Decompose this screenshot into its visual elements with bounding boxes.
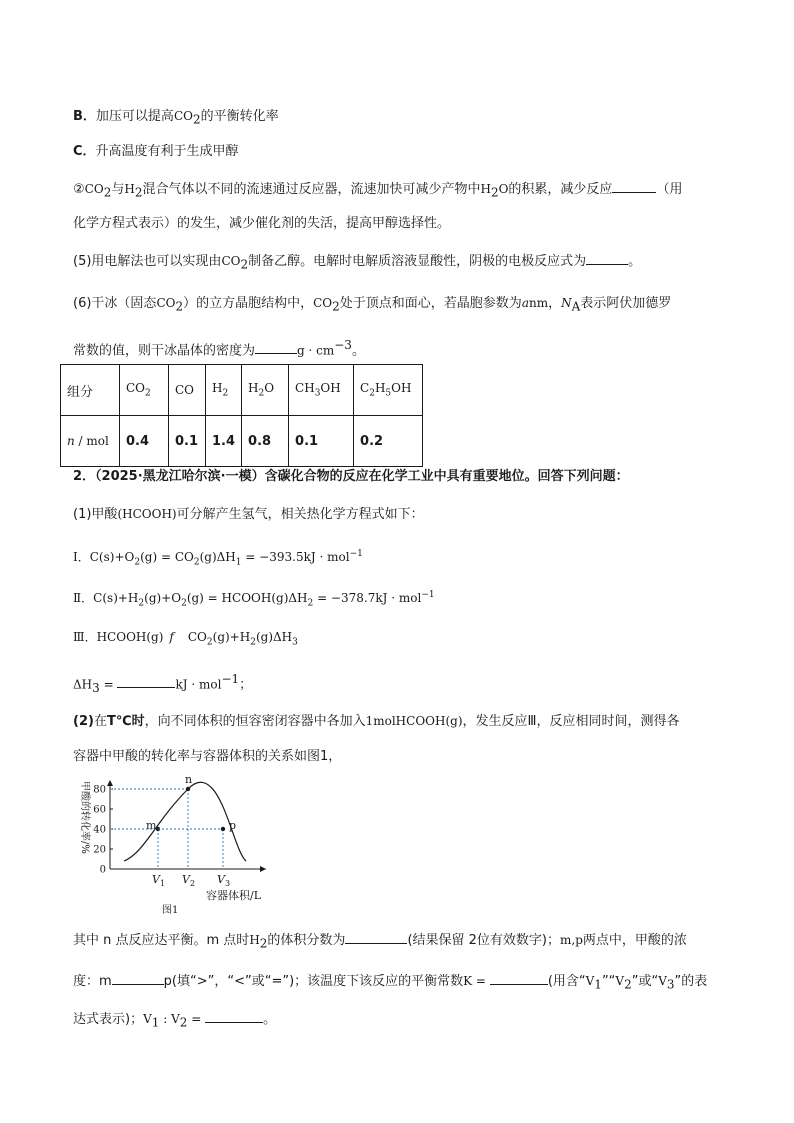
text: 的体积分数为 bbox=[267, 933, 346, 948]
table-header-cell: $H_2$ bbox=[206, 365, 242, 416]
subscript: A bbox=[571, 299, 581, 314]
equation-part: C(s)+O bbox=[89, 550, 135, 564]
chem: 1molHCOOH(g) bbox=[365, 714, 463, 728]
superscript: −1 bbox=[349, 549, 363, 559]
text: 混合气体以不同的流速通过反应器，流速加快可减少产物中 bbox=[142, 182, 481, 197]
chem: CO bbox=[156, 296, 176, 310]
x-tick-label: $V_2$ bbox=[182, 873, 196, 888]
equation-part: ΔH bbox=[73, 677, 93, 692]
equation-number: Ⅱ． bbox=[73, 591, 94, 605]
question-2-2-line1 bbox=[73, 712, 679, 731]
superscript: −1 bbox=[421, 590, 435, 600]
chem: CO bbox=[84, 182, 104, 196]
answer-blank[interactable] bbox=[586, 252, 628, 265]
y-axis-label: 甲酸的转化率/% bbox=[79, 781, 90, 854]
equation-part: (g)+O bbox=[144, 591, 182, 605]
table-row-label: n / mol bbox=[61, 416, 120, 467]
option-c bbox=[73, 143, 239, 161]
x-tick-label: $V_1$ bbox=[152, 873, 166, 888]
chem: H bbox=[480, 182, 491, 196]
part-2-line2: 化学方程式表示）的发生，减少催化剂的失活，提高甲醇选择性。 bbox=[73, 216, 451, 231]
variable: a bbox=[521, 296, 529, 310]
subscript: 2 bbox=[134, 185, 143, 200]
text: 。 bbox=[628, 254, 642, 269]
variable: V bbox=[615, 974, 625, 988]
equation-part: HCOOH(g) bbox=[96, 630, 164, 644]
subscript: 2 bbox=[179, 1015, 188, 1030]
equation-part: = −378.7kJ · mol bbox=[313, 591, 422, 605]
answer-blank[interactable] bbox=[205, 1010, 263, 1023]
answer-blank[interactable] bbox=[345, 931, 407, 944]
equilibrium-arrow: f bbox=[169, 630, 174, 644]
text: ，向不同体积的恒容密闭容器中各加入 bbox=[144, 714, 366, 729]
table-header-cell: $CO_2$ bbox=[120, 365, 169, 416]
subscript: 2 bbox=[307, 598, 314, 609]
final-line3 bbox=[73, 1010, 276, 1032]
final-line2 bbox=[73, 972, 707, 994]
equation-3 bbox=[73, 628, 298, 651]
equation-number: Ⅲ． bbox=[73, 630, 97, 644]
text: ； bbox=[239, 677, 253, 693]
question-label: (1) bbox=[73, 507, 92, 522]
question-label: (5) bbox=[73, 254, 92, 269]
data-point bbox=[221, 827, 225, 831]
x-tick-label: $V_3$ bbox=[217, 873, 231, 888]
equation-1 bbox=[73, 545, 363, 571]
equation-part: = −393.5kJ · mol bbox=[241, 550, 350, 564]
text: 干冰（固态 bbox=[91, 296, 157, 311]
answer-blank[interactable] bbox=[117, 675, 175, 688]
text: 。 bbox=[351, 343, 365, 359]
text: ，发生反应Ⅲ，反应相同时间，测得各 bbox=[462, 714, 680, 729]
answer-blank[interactable] bbox=[612, 180, 656, 193]
text: (结果保留 2位有效数字)； bbox=[407, 933, 560, 948]
table-cell: 0.1 bbox=[289, 416, 354, 467]
delta-h3-line bbox=[73, 670, 252, 697]
subscript: 2 bbox=[138, 598, 145, 609]
chem: H bbox=[249, 933, 260, 947]
equation-part: K = bbox=[463, 974, 490, 988]
subscript: 1 bbox=[235, 557, 242, 568]
text: 两点中，甲酸的浓 bbox=[582, 933, 687, 948]
subscript: 2 bbox=[134, 557, 141, 568]
question-5 bbox=[73, 252, 641, 274]
y-tick-label: 60 bbox=[93, 804, 106, 816]
question-6-line2 bbox=[73, 336, 365, 360]
chem: CO bbox=[221, 254, 241, 268]
answer-blank[interactable] bbox=[490, 972, 548, 985]
table-row bbox=[61, 365, 423, 416]
unit: kJ · mol bbox=[175, 677, 222, 692]
text: （用 bbox=[656, 182, 683, 197]
superscript: −1 bbox=[221, 672, 240, 686]
equation-part: C(s)+H bbox=[93, 591, 139, 605]
question-2-1 bbox=[73, 505, 424, 524]
figure-caption: 图1 bbox=[162, 905, 179, 915]
table-cell: 0.1 bbox=[169, 416, 206, 467]
equation-part: (g) = HCOOH(g)ΔH bbox=[186, 591, 308, 605]
variable: V bbox=[585, 974, 595, 988]
option-c-text: 升高温度有利于生成甲醇 bbox=[95, 144, 239, 159]
subscript: 2 bbox=[175, 299, 184, 314]
subscript: 2 bbox=[103, 185, 112, 200]
subscript: 2 bbox=[332, 299, 340, 314]
point-label: m bbox=[146, 819, 157, 832]
x-axis-label: 容器体积/L bbox=[206, 889, 262, 902]
subscript: 3 bbox=[292, 637, 298, 648]
text: 制备乙醇。电解时电解质溶液显酸性，阴极的电极反应式为 bbox=[248, 254, 587, 269]
text: 其中 n 点反应达平衡。m 点时 bbox=[73, 933, 250, 948]
table-header-cell: $CH_3OH$ bbox=[289, 365, 354, 416]
text: ， bbox=[548, 296, 562, 311]
variable: V bbox=[143, 1012, 152, 1026]
chem: m,p bbox=[560, 933, 583, 947]
data-point bbox=[186, 787, 190, 791]
table-header-cell: $H_2O$ bbox=[242, 365, 289, 416]
question-label: (6) bbox=[73, 296, 92, 311]
answer-blank[interactable] bbox=[112, 972, 164, 985]
text: ）的立方晶胞结构中， bbox=[183, 296, 314, 311]
text: ”或“ bbox=[631, 974, 659, 989]
table-row bbox=[61, 416, 423, 467]
variable: V bbox=[171, 1012, 180, 1026]
option-c-label: C． bbox=[73, 144, 96, 159]
question-6-line1 bbox=[73, 294, 671, 316]
subscript: 2 bbox=[181, 598, 187, 609]
text: : bbox=[159, 1012, 172, 1026]
text: 用电解法也可以实现由 bbox=[91, 254, 222, 269]
option-b bbox=[73, 107, 279, 129]
equation-part: (g)ΔH bbox=[199, 550, 236, 564]
equation-part: CO bbox=[187, 630, 207, 644]
table-cell: 0.8 bbox=[242, 416, 289, 467]
subscript: 2 bbox=[250, 637, 256, 648]
text: 可分解产生氢气，相关热化学方程式如下： bbox=[176, 507, 424, 522]
text: 。 bbox=[263, 1012, 277, 1027]
y-tick-label: 40 bbox=[93, 824, 106, 836]
conversion-chart bbox=[70, 775, 290, 915]
question-2-2-line2: 容器中甲酸的转化率与容器体积的关系如图1， bbox=[73, 749, 342, 764]
unit: nm bbox=[528, 296, 549, 310]
text: (用含“ bbox=[547, 974, 586, 989]
table-header-cell: $C_2H_5OH$ bbox=[354, 365, 423, 416]
x-axis-arrow bbox=[260, 866, 266, 872]
text: ”“ bbox=[601, 974, 616, 989]
text: p(填“>”，“<”或“=”)；该温度下该反应的平衡常数 bbox=[163, 974, 464, 989]
chem: CO bbox=[313, 296, 333, 310]
text: 甲酸 bbox=[91, 507, 118, 522]
table-header-cell: 组分 bbox=[61, 365, 120, 416]
variable: N bbox=[561, 296, 572, 310]
chem: H bbox=[124, 182, 135, 196]
subscript: 1 bbox=[594, 977, 602, 992]
table-cell: 0.4 bbox=[120, 416, 169, 467]
option-b-label: B． bbox=[73, 109, 96, 124]
subscript: 2 bbox=[624, 977, 632, 992]
table-header-cell: CO bbox=[169, 365, 206, 416]
subscript: 3 bbox=[666, 977, 675, 992]
subscript: 2 bbox=[206, 637, 213, 648]
chem: (HCOOH) bbox=[117, 507, 177, 521]
y-axis-arrow bbox=[107, 780, 113, 786]
unit: g · cm bbox=[297, 343, 335, 358]
subscript: 2 bbox=[259, 936, 268, 951]
point-label: p bbox=[229, 819, 237, 832]
equation-part: (g) = CO bbox=[140, 550, 194, 564]
text: 达式表示)； bbox=[73, 1012, 144, 1027]
answer-blank[interactable] bbox=[255, 341, 297, 354]
point-label: n bbox=[185, 775, 193, 786]
table-cell: 0.2 bbox=[354, 416, 423, 467]
question-label: (2) bbox=[73, 714, 94, 729]
superscript: −3 bbox=[334, 338, 352, 352]
table-cell: 1.4 bbox=[206, 416, 242, 467]
text: 表示阿伏加德罗 bbox=[580, 296, 672, 311]
composition-table bbox=[60, 364, 423, 467]
option-b-text: 加压可以提高 bbox=[95, 109, 174, 124]
text: 处于顶点和面心，若晶胞参数为 bbox=[339, 296, 522, 311]
text: 在 bbox=[93, 714, 107, 729]
equation-part: (g)+H bbox=[212, 630, 251, 644]
question-2-title: 2．（2025·黑龙江哈尔滨·一模）含碳化合物的反应在化学工业中具有重要地位。回答下列问题： bbox=[73, 469, 629, 484]
chem: O bbox=[498, 182, 509, 196]
equation-2 bbox=[73, 586, 435, 612]
y-tick-label: 0 bbox=[99, 864, 106, 876]
option-b-text-end: 的平衡转化率 bbox=[200, 109, 279, 124]
circled-number: ② bbox=[73, 182, 85, 197]
text: 与 bbox=[111, 182, 125, 197]
plot-area bbox=[93, 775, 266, 888]
equation-part: = bbox=[99, 677, 118, 692]
subscript: 2 bbox=[193, 557, 200, 568]
text: 的积累，减少反应 bbox=[508, 182, 613, 197]
text: T℃时 bbox=[106, 714, 145, 729]
y-tick-label: 80 bbox=[93, 784, 106, 796]
y-tick-label: 20 bbox=[93, 844, 106, 856]
equation-number: Ⅰ． bbox=[73, 550, 90, 564]
subscript: 3 bbox=[92, 680, 100, 695]
subscript: 2 bbox=[490, 185, 499, 200]
equation-part: (g)ΔH bbox=[255, 630, 293, 644]
text: 常数的值，则干冰晶体的密度为 bbox=[73, 343, 256, 359]
series-line bbox=[124, 782, 246, 861]
text: 度：m bbox=[73, 974, 112, 989]
subscript: 2 bbox=[240, 257, 249, 272]
subscript: 2 bbox=[192, 112, 201, 127]
chem-co2: CO bbox=[173, 109, 193, 123]
variable: V bbox=[658, 974, 667, 988]
final-line1 bbox=[73, 931, 687, 953]
text: ”的表 bbox=[674, 974, 708, 989]
subscript: 1 bbox=[151, 1015, 160, 1030]
part-2-line1 bbox=[73, 180, 682, 202]
text: = bbox=[187, 1012, 206, 1026]
